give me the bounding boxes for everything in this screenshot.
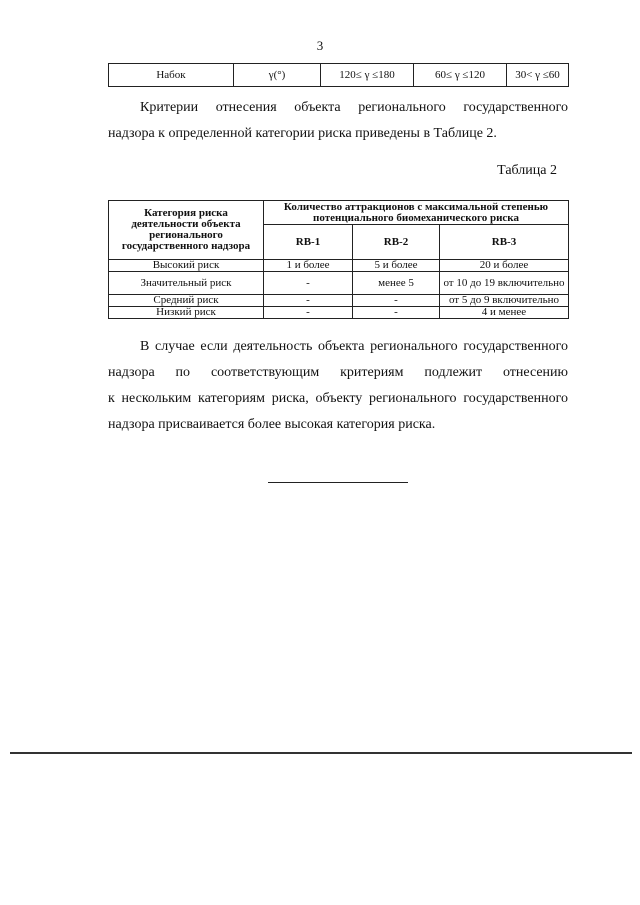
row-category: Высокий риск <box>109 260 264 272</box>
header-rb3: RB-3 <box>440 225 569 260</box>
header-rb1: RB-1 <box>264 225 353 260</box>
row-rb3: 20 и более <box>440 260 569 272</box>
row-rb1: - <box>264 272 353 295</box>
row-rb2: - <box>353 307 440 319</box>
table-row <box>109 64 569 87</box>
paragraph-2-line-1: В случае если деятельность объекта регионального государственного <box>140 339 568 354</box>
page-number: 3 <box>316 38 324 53</box>
table-row <box>109 295 569 307</box>
row-category: Средний риск <box>109 295 264 307</box>
row-category: Значительный риск <box>109 272 264 295</box>
top-table-fragment <box>108 63 569 87</box>
row-rb2: - <box>353 295 440 307</box>
row-rb1: - <box>264 295 353 307</box>
row-rb3: от 10 до 19 включительно <box>440 272 569 295</box>
table-cell: 30< γ ≤60 <box>507 64 569 87</box>
table-row <box>109 260 569 272</box>
header-category: Категория риска деятельности объекта регионального государственного надзора <box>109 201 264 260</box>
paragraph-2-line-2: надзора по соответствующим критериям подлежит отнесению <box>108 365 568 380</box>
row-rb2: менее 5 <box>353 272 440 295</box>
paragraph-2-line-4: надзора присваивается более высокая категория риска. <box>108 417 436 432</box>
header-rb2: RB-2 <box>353 225 440 260</box>
table-caption: Таблица 2 <box>497 163 557 178</box>
table-cell: 60≤ γ ≤120 <box>414 64 507 87</box>
row-rb3: 4 и менее <box>440 307 569 319</box>
paragraph-1-line-2: надзора к определенной категории риска приведены в Таблице 2. <box>108 126 497 141</box>
row-rb3: от 5 до 9 включительно <box>440 295 569 307</box>
row-rb2: 5 и более <box>353 260 440 272</box>
end-divider <box>268 482 408 483</box>
row-rb1: - <box>264 307 353 319</box>
table-row <box>109 307 569 319</box>
table-row <box>109 272 569 295</box>
table-cell: 120≤ γ ≤180 <box>321 64 414 87</box>
row-rb1: 1 и более <box>264 260 353 272</box>
table-cell: Набок <box>109 64 234 87</box>
row-category: Низкий риск <box>109 307 264 319</box>
table-header-row <box>109 201 569 225</box>
paragraph-1-line-1: Критерии отнесения объекта регионального государственного <box>140 100 568 115</box>
footer-rule <box>10 752 632 754</box>
risk-category-table <box>108 200 569 319</box>
header-count: Количество аттракционов с максимальной степенью потенциального биомеханического риска <box>264 201 569 225</box>
paragraph-2-line-3: к нескольким категориям риска, объекту регионального государственного <box>108 391 568 406</box>
table-cell: γ(°) <box>234 64 321 87</box>
